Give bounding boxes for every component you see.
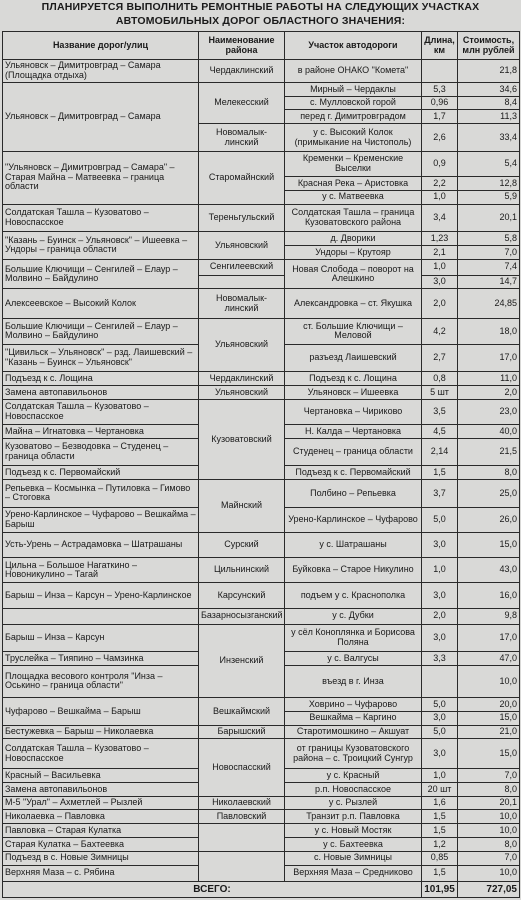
section-cell: Подъезд к с. Первомайский [285, 466, 422, 480]
length-cell: 1,2 [422, 838, 458, 852]
cost-cell: 20,0 [458, 698, 520, 712]
section-cell: Старотимошкино – Акшуат [285, 725, 422, 739]
length-cell: 5,0 [422, 725, 458, 739]
cost-cell: 7,4 [458, 259, 520, 275]
road-name-cell: Барыш – Инза – Карсун [3, 624, 199, 652]
section-cell: Чертановка – Чириково [285, 399, 422, 424]
cost-cell: 25,0 [458, 479, 520, 507]
table-row [3, 624, 520, 652]
table-row [3, 583, 520, 608]
cost-cell: 10,0 [458, 810, 520, 824]
district-cell: Ульяновский [199, 232, 285, 260]
section-cell: въезд в г. Инза [285, 665, 422, 697]
district-cell: Вешкаймский [199, 698, 285, 726]
section-cell: Студенец – граница области [285, 438, 422, 466]
district-cell: Чердаклинский [199, 60, 285, 83]
length-cell: 1,23 [422, 232, 458, 246]
district-cell: Ульяновский [199, 319, 285, 372]
section-cell: с. Мулловской горой [285, 96, 422, 110]
length-cell: 5,3 [422, 82, 458, 96]
cost-cell: 16,0 [458, 583, 520, 608]
table-row [3, 204, 520, 232]
cost-cell: 5,9 [458, 190, 520, 204]
section-cell: перед г. Димитровградом [285, 110, 422, 124]
cost-cell: 11,3 [458, 110, 520, 124]
cost-cell: 11,0 [458, 372, 520, 386]
road-name-cell: "Цивильск – Ульяновск" – рзд. Лаишевский – "Казань – Буинск – Ульяновск" [3, 344, 199, 372]
district-cell: Цильнинский [199, 558, 285, 583]
district-cell: Ульяновский [199, 385, 285, 399]
section-cell: Полбино – Репьевка [285, 479, 422, 507]
total-cost: 727,05 [458, 881, 520, 897]
length-cell: 2,14 [422, 438, 458, 466]
table-row [3, 259, 520, 275]
road-name-cell: Ульяновск – Димитровград – Самара [3, 82, 199, 151]
section-cell: р.п. Новоспасское [285, 782, 422, 796]
col-header-cost: Стоимость, млн рублей [458, 32, 520, 60]
road-name-cell: Усть-Урень – Астрадамовка – Шатрашаны [3, 532, 199, 557]
road-name-cell: Старая Кулатка – Бахтеевка [3, 838, 199, 852]
section-cell: Мирный – Чердаклы [285, 82, 422, 96]
length-cell: 5 шт [422, 385, 458, 399]
length-cell: 4,2 [422, 319, 458, 344]
cost-cell: 43,0 [458, 558, 520, 583]
cost-cell: 7,0 [458, 769, 520, 783]
district-cell: Барышский [199, 725, 285, 739]
table-row [3, 558, 520, 583]
road-name-cell: Подъезд к с. Первомайский [3, 466, 199, 480]
district-cell: Старомайнский [199, 151, 285, 204]
road-name-cell: Барыш – Инза – Карсун – Урено-Карлинское [3, 583, 199, 608]
length-cell: 0,85 [422, 851, 458, 865]
cost-cell: 8,0 [458, 838, 520, 852]
section-cell: в районе ОНАКО "Комета" [285, 60, 422, 83]
table-row [3, 372, 520, 386]
cost-cell: 2,0 [458, 385, 520, 399]
length-cell: 2,0 [422, 289, 458, 319]
section-cell: Красная Река – Аристовка [285, 177, 422, 191]
road-name-cell: Урено-Карлинское – Чуфарово – Вешкайма – Барыш [3, 507, 199, 532]
section-cell: от границы Кузоватовского района – с. Троицкий Сунгур [285, 739, 422, 769]
cost-cell: 21,8 [458, 60, 520, 83]
length-cell [422, 665, 458, 697]
road-name-cell: Солдатская Ташла – Кузоватово – Новоспасское [3, 399, 199, 424]
length-cell: 3,0 [422, 624, 458, 652]
length-cell: 1,5 [422, 865, 458, 881]
length-cell: 0,96 [422, 96, 458, 110]
cost-cell: 17,0 [458, 344, 520, 372]
section-cell: Урено-Карлинское – Чуфарово [285, 507, 422, 532]
district-cell: Сурский [199, 532, 285, 557]
district-cell: Николаевский [199, 796, 285, 810]
cost-cell: 7,0 [458, 851, 520, 865]
road-name-cell [3, 608, 199, 624]
section-cell: разъезд Лаишевский [285, 344, 422, 372]
road-name-cell: Николаевка – Павловка [3, 810, 199, 824]
cost-cell: 17,0 [458, 624, 520, 652]
length-cell: 1,5 [422, 810, 458, 824]
section-cell: д. Дворики [285, 232, 422, 246]
length-cell: 2,7 [422, 344, 458, 372]
table-row [3, 698, 520, 712]
district-cell: Карсунский [199, 583, 285, 608]
cost-cell: 10,0 [458, 865, 520, 881]
cost-cell: 15,0 [458, 532, 520, 557]
col-header-road: Название дорог/улиц [3, 32, 199, 60]
length-cell: 1,7 [422, 110, 458, 124]
cost-cell: 34,6 [458, 82, 520, 96]
road-name-cell: Цильна – Большое Нагаткино – Новоникулино – Тагай [3, 558, 199, 583]
section-cell: у сёл Коноплянка и Борисова Поляна [285, 624, 422, 652]
table-row [3, 151, 520, 176]
cost-cell: 47,0 [458, 652, 520, 666]
table-row [3, 479, 520, 507]
cost-cell: 21,5 [458, 438, 520, 466]
cost-cell: 21,0 [458, 725, 520, 739]
road-name-cell: Красный – Васильевка [3, 769, 199, 783]
district-cell: Кузоватовский [199, 399, 285, 479]
cost-cell: 10,0 [458, 824, 520, 838]
cost-cell: 24,85 [458, 289, 520, 319]
cost-cell: 20,1 [458, 204, 520, 232]
length-cell: 1,5 [422, 824, 458, 838]
section-cell: Н. Калда – Чертановка [285, 424, 422, 438]
section-cell: с. Новые Зимницы [285, 851, 422, 865]
table-row [3, 796, 520, 810]
road-name-cell: Павловка – Старая Кулатка [3, 824, 199, 838]
table-row [3, 725, 520, 739]
length-cell: 2,1 [422, 245, 458, 259]
district-cell [199, 824, 285, 852]
length-cell: 3,5 [422, 399, 458, 424]
length-cell: 1,0 [422, 558, 458, 583]
road-name-cell: Кузоватово – Безводовка – Студенец – граница области [3, 438, 199, 466]
length-cell: 2,2 [422, 177, 458, 191]
district-cell: Сенгилеевский [199, 259, 285, 275]
repair-table [2, 31, 520, 898]
section-cell: у с. Валгусы [285, 652, 422, 666]
road-name-cell: "Казань – Буинск – Ульяновск" – Ишеевка – Ундоры – граница области [3, 232, 199, 260]
road-name-cell: Майна – Игнатовка – Чертановка [3, 424, 199, 438]
section-cell: Подъезд к с. Лощина [285, 372, 422, 386]
cost-cell: 40,0 [458, 424, 520, 438]
section-cell: у с. Дубки [285, 608, 422, 624]
length-cell: 1,6 [422, 796, 458, 810]
cost-cell: 10,0 [458, 665, 520, 697]
length-cell: 4,5 [422, 424, 458, 438]
total-length: 101,95 [422, 881, 458, 897]
length-cell: 3,0 [422, 711, 458, 725]
cost-cell: 7,0 [458, 245, 520, 259]
section-cell: Вешкайма – Каргино [285, 711, 422, 725]
table-row [3, 232, 520, 246]
road-name-cell: Ульяновск – Димитровград – Самара (Площадка отдыха) [3, 60, 199, 83]
road-name-cell: Подъезд к с. Лощина [3, 372, 199, 386]
section-cell: Ульяновск – Ишеевка [285, 385, 422, 399]
section-cell: Верхняя Маза – Средниково [285, 865, 422, 881]
road-name-cell: Бестужевка – Барыш – Николаевка [3, 725, 199, 739]
length-cell: 3,0 [422, 583, 458, 608]
length-cell: 3,7 [422, 479, 458, 507]
district-cell: Чердаклинский [199, 372, 285, 386]
cost-cell: 26,0 [458, 507, 520, 532]
section-cell: Ундоры – Крутояр [285, 245, 422, 259]
district-cell [199, 851, 285, 881]
col-header-district: Наименование района [199, 32, 285, 60]
length-cell: 20 шт [422, 782, 458, 796]
cost-cell: 15,0 [458, 711, 520, 725]
road-name-cell: Замена автопавильонов [3, 385, 199, 399]
road-name-cell: Площадка весового контроля "Инза – Оськино – граница области" [3, 665, 199, 697]
page-title: ПЛАНИРУЕТСЯ ВЫПОЛНИТЬ РЕМОНТНЫЕ РАБОТЫ НА СЛЕДУЮЩИХ УЧАСТКАХ АВТОМОБИЛЬНЫХ ДОРОГ ОБЛАСТНОГО ЗНАЧЕНИЯ: [41, 1, 480, 27]
district-cell: Новомалык-линский [199, 124, 285, 152]
cost-cell: 23,0 [458, 399, 520, 424]
section-cell: Транзит р.п. Павловка [285, 810, 422, 824]
district-cell: Инзенский [199, 624, 285, 697]
total-row [3, 881, 520, 897]
cost-cell: 12,8 [458, 177, 520, 191]
road-name-cell: Алексеевское – Высокий Колок [3, 289, 199, 319]
section-cell: у с. Шатрашаны [285, 532, 422, 557]
length-cell: 0,9 [422, 151, 458, 176]
col-header-section: Участок автодороги [285, 32, 422, 60]
col-header-length: Длина, км [422, 32, 458, 60]
section-cell: у с. Матвеевка [285, 190, 422, 204]
road-name-cell: Верхняя Маза – с. Рябина [3, 865, 199, 881]
length-cell: 1,0 [422, 190, 458, 204]
road-name-cell: Замена автопавильонов [3, 782, 199, 796]
district-cell: Тереньгульский [199, 204, 285, 232]
length-cell: 2,6 [422, 124, 458, 152]
total-label: ВСЕГО: [3, 881, 422, 897]
road-name-cell: Большие Ключищи – Сенгилей – Елаур – Молвино – Байдулино [3, 319, 199, 344]
section-cell: Новая Слобода – поворот на Алешкино [285, 259, 422, 289]
length-cell: 0,8 [422, 372, 458, 386]
table-row [3, 82, 520, 96]
section-cell: у с. Рызлей [285, 796, 422, 810]
length-cell: 1,5 [422, 466, 458, 480]
table-row [3, 532, 520, 557]
cost-cell: 8,4 [458, 96, 520, 110]
road-name-cell: Труслейка – Тияпино – Чамзинка [3, 652, 199, 666]
section-cell: у с. Красный [285, 769, 422, 783]
table-row [3, 289, 520, 319]
section-cell: у с. Новый Мостяк [285, 824, 422, 838]
length-cell: 5,0 [422, 698, 458, 712]
cost-cell: 8,0 [458, 782, 520, 796]
road-name-cell: Солдатская Ташла – Кузоватово – Новоспасское [3, 739, 199, 769]
length-cell: 3,4 [422, 204, 458, 232]
length-cell: 3,0 [422, 532, 458, 557]
cost-cell: 33,4 [458, 124, 520, 152]
table-row [3, 824, 520, 838]
district-cell: Мелекесский [199, 82, 285, 123]
cost-cell: 5,4 [458, 151, 520, 176]
section-cell: Александровка – ст. Якушка [285, 289, 422, 319]
table-row [3, 319, 520, 344]
district-cell: Павловский [199, 810, 285, 824]
road-name-cell: "Ульяновск – Димитровград – Самара" – Старая Майна – Матвеевка – граница области [3, 151, 199, 204]
length-cell: 2,0 [422, 608, 458, 624]
section-cell: подъем у с. Краснополка [285, 583, 422, 608]
table-row [3, 608, 520, 624]
table-row [3, 385, 520, 399]
road-name-cell: Репьевка – Космынка – Путиловка – Гимово – Стоговка [3, 479, 199, 507]
table-row [3, 399, 520, 424]
road-name-cell: Большие Ключищи – Сенгилей – Елаур – Молвино – Байдулино [3, 259, 199, 289]
cost-cell: 8,0 [458, 466, 520, 480]
length-cell: 1,0 [422, 769, 458, 783]
length-cell: 1,0 [422, 259, 458, 275]
section-cell: ст. Большие Ключищи – Меловой [285, 319, 422, 344]
section-cell: Буйковка – Старое Никулино [285, 558, 422, 583]
length-cell: 3,3 [422, 652, 458, 666]
length-cell: 3,0 [422, 275, 458, 289]
section-cell: у с. Высокий Колок (примыкание на Чистополь) [285, 124, 422, 152]
district-cell [199, 275, 285, 289]
section-cell: Ховрино – Чуфарово [285, 698, 422, 712]
road-name-cell: Подъезд в с. Новые Зимницы [3, 851, 199, 865]
cost-cell: 14,7 [458, 275, 520, 289]
district-cell: Майнский [199, 479, 285, 532]
section-cell: Кременки – Кременские Выселки [285, 151, 422, 176]
cost-cell: 20,1 [458, 796, 520, 810]
road-name-cell: Солдатская Ташла – Кузоватово – Новоспасское [3, 204, 199, 232]
table-row [3, 851, 520, 865]
section-cell: у с. Бахтеевка [285, 838, 422, 852]
length-cell: 5,0 [422, 507, 458, 532]
road-name-cell: М-5 "Урал" – Ахметлей – Рызлей [3, 796, 199, 810]
table-row [3, 60, 520, 83]
section-cell: Солдатская Ташла – граница Кузоватовского района [285, 204, 422, 232]
table-row [3, 810, 520, 824]
district-cell: Базарносызганский [199, 608, 285, 624]
table-row [3, 739, 520, 769]
cost-cell: 5,8 [458, 232, 520, 246]
length-cell [422, 60, 458, 83]
district-cell: Новомалык-линский [199, 289, 285, 319]
length-cell: 3,0 [422, 739, 458, 769]
cost-cell: 9,8 [458, 608, 520, 624]
cost-cell: 15,0 [458, 739, 520, 769]
district-cell: Новоспасский [199, 739, 285, 796]
cost-cell: 18,0 [458, 319, 520, 344]
road-name-cell: Чуфарово – Вешкайма – Барыш [3, 698, 199, 726]
